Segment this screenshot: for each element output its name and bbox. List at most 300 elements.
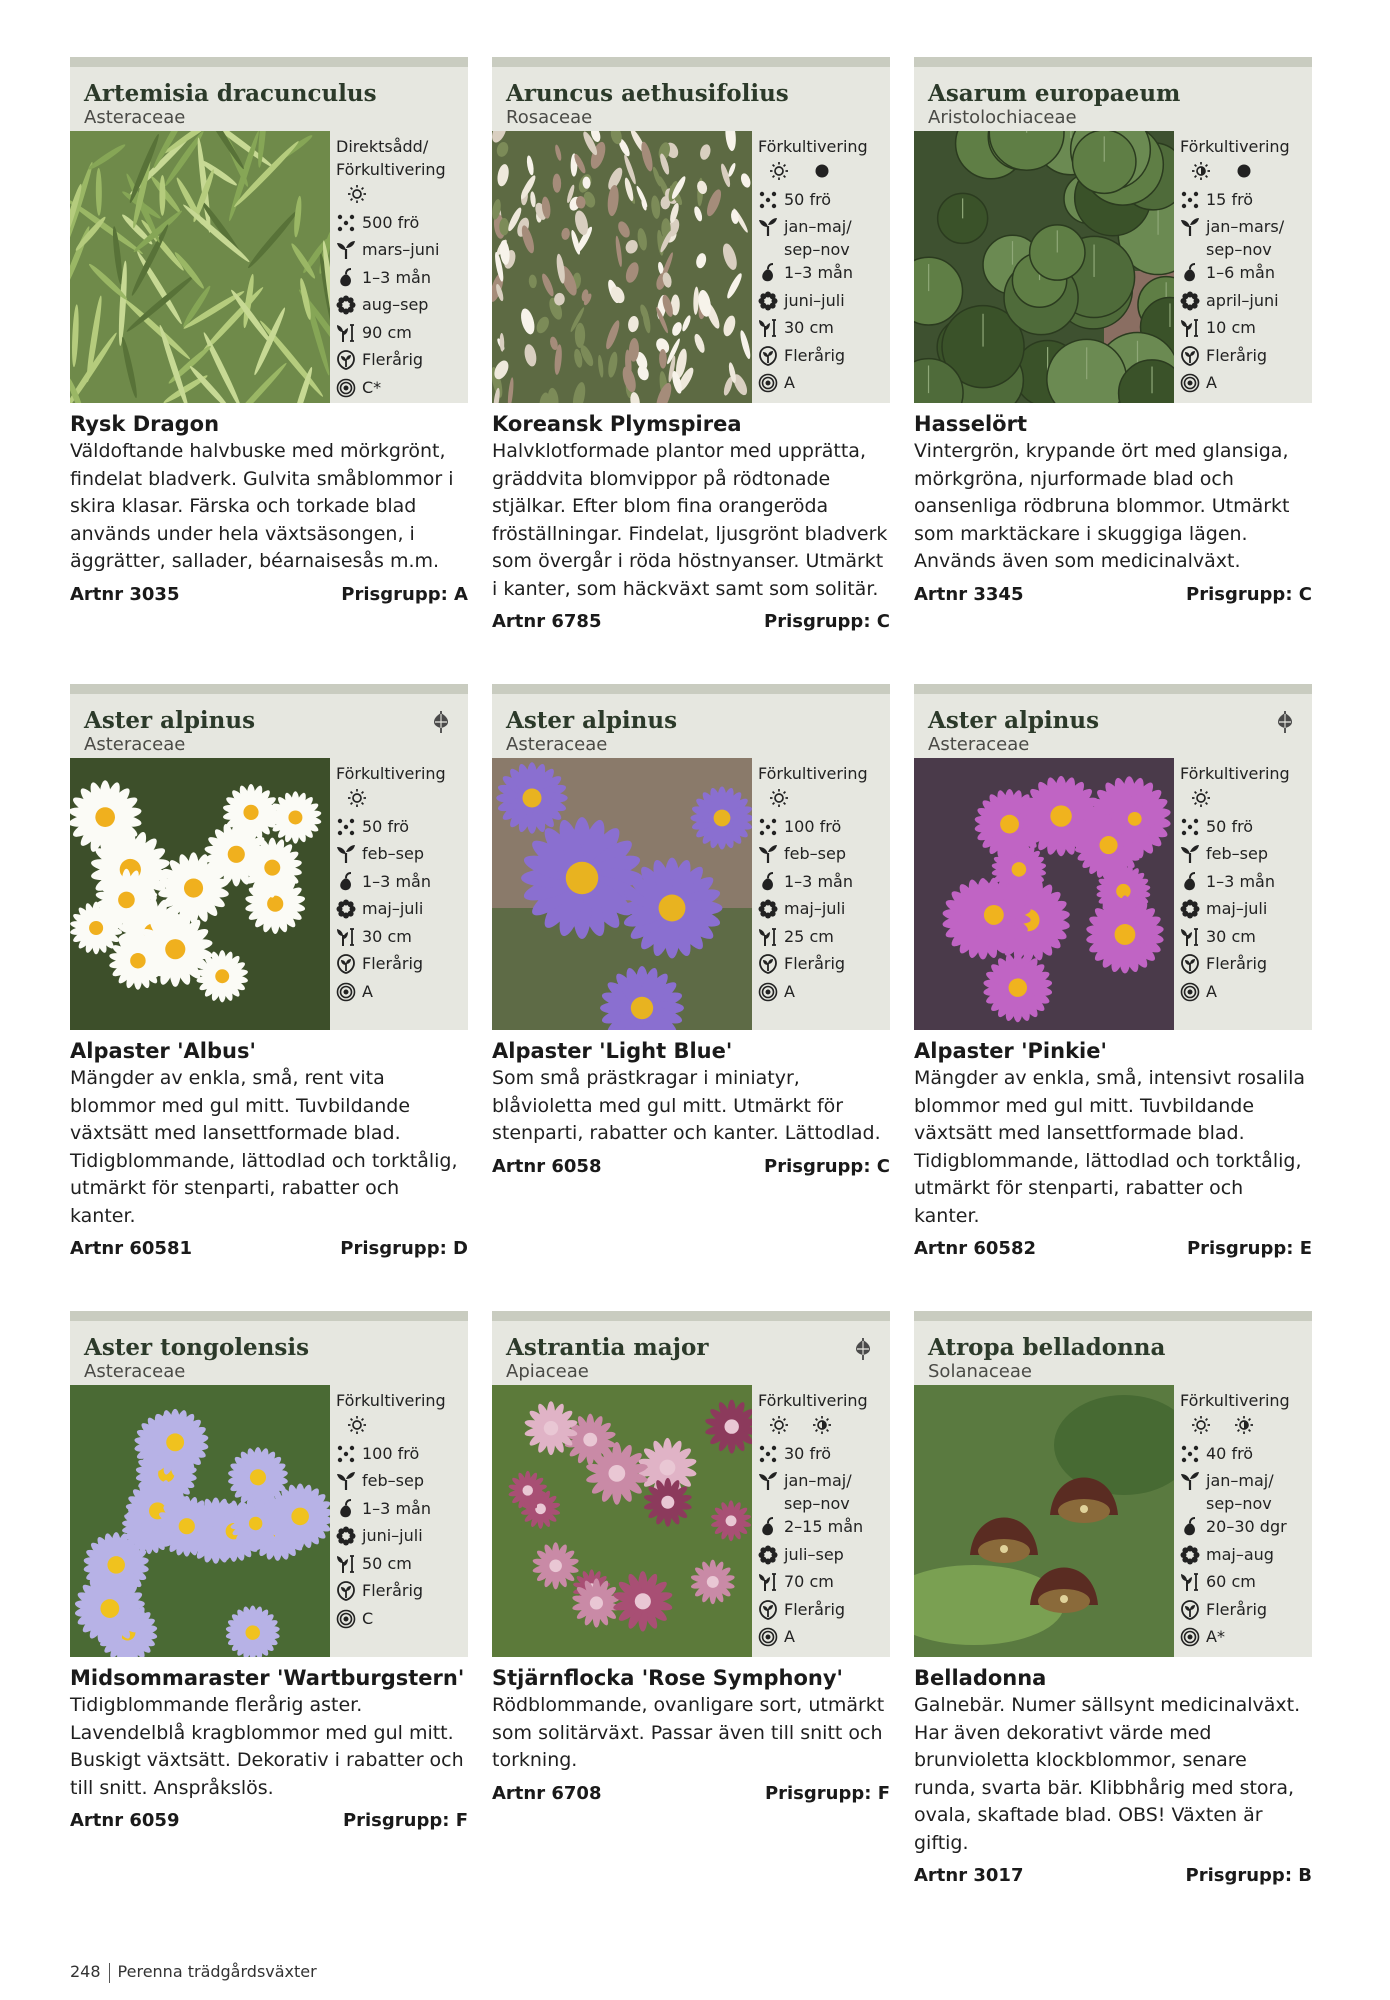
zone-icon (1180, 373, 1200, 393)
lifespan-value: Flerårig (1206, 954, 1268, 973)
plant-height-value: 10 cm (1206, 318, 1256, 337)
price-group: Prisgrupp: C (764, 611, 890, 632)
product-card (70, 684, 468, 1259)
cultivation-method: Förkultivering (1180, 764, 1290, 783)
latin-name: Aster tongolensis (84, 1334, 310, 1361)
germination-time-value: 1–3 mån (362, 1498, 431, 1518)
bloom-time (758, 897, 890, 925)
germination-time-value: 1–3 mån (784, 263, 853, 282)
seed-count-value: 15 frö (1206, 189, 1254, 209)
product-card (914, 57, 1312, 605)
plant-height-value: 30 cm (1206, 926, 1256, 946)
hardiness-zone (758, 371, 890, 399)
germination-icon (1180, 263, 1200, 283)
plant-height-value: 25 cm (784, 926, 834, 946)
plant-photo (70, 1385, 330, 1657)
lifespan (758, 1598, 890, 1626)
perennial-icon (758, 1600, 778, 1620)
flower-icon (336, 295, 356, 315)
zone-icon (336, 982, 356, 1002)
sowing-time (758, 842, 890, 870)
bee-plant-icon (1274, 710, 1296, 734)
bloom-time (758, 1543, 890, 1571)
plant-height-value: 30 cm (362, 926, 412, 946)
hardiness-zone (758, 980, 890, 1008)
hardiness-zone-value: A* (1206, 1627, 1225, 1646)
zone-icon (758, 1627, 778, 1647)
card-header (70, 1311, 468, 1385)
sowing-time (1180, 1469, 1312, 1515)
description: Mängder av enkla, små, intensivt rosalila blommor med gul mitt. Tuvbildande växtsätt med lansettformade blad. Tidigblommande, lättodlad och torktålig, utmärkt för stenparti, rabatter och kanter. (914, 1067, 1305, 1227)
bloom-time-value: maj–juli (1206, 899, 1268, 918)
germination-time (336, 870, 468, 898)
seeds-icon (758, 1444, 778, 1464)
sowing-icon (1180, 217, 1200, 237)
bloom-time-value: aug–sep (362, 295, 429, 314)
latin-name: Astrantia major (506, 1334, 709, 1361)
product-card (70, 57, 468, 605)
sowing-time-value: jan–maj/ sep–nov (1206, 1471, 1274, 1513)
seeds-icon (1180, 1444, 1200, 1464)
price-group: Prisgrupp: F (342, 1810, 468, 1831)
plant-family: Asteraceae (84, 1361, 186, 1382)
height-icon (336, 1554, 356, 1574)
lifespan-value: Flerårig (362, 350, 424, 369)
germination-icon (758, 1517, 778, 1537)
hardiness-zone-value: A (784, 373, 795, 392)
germination-time-value: 1–3 mån (784, 871, 853, 891)
description: Väldoftande halvbuske med mörkgrönt, findelat bladverk. Gulvita småblommor i skira klasar. Färska och torkade blad används under hela växtsäsongen, i äggrätter, sallader, béarnaisesås m.m. (70, 440, 454, 572)
seeds-icon (336, 1444, 356, 1464)
price-group: Prisgrupp: E (1186, 1238, 1312, 1259)
plant-height-value: 70 cm (784, 1572, 834, 1591)
lifespan (1180, 952, 1312, 980)
seeds-icon (758, 190, 778, 210)
light-requirement (758, 1414, 890, 1442)
seeds-icon (336, 213, 356, 233)
section-title: Perenna trädgårdsväxter (117, 1962, 317, 1981)
card-header (492, 57, 890, 131)
cultivation-method: Förkultivering (336, 1391, 446, 1410)
germination-icon (336, 268, 356, 288)
plant-height (758, 316, 890, 344)
card-footer (70, 1238, 468, 1259)
seeds-icon (1180, 817, 1200, 837)
plant-height-value: 50 cm (362, 1553, 412, 1573)
card-footer (914, 1865, 1312, 1886)
seeds-icon (1180, 190, 1200, 210)
sowing-time-value: feb–sep (362, 1471, 424, 1490)
sowing-icon (336, 844, 356, 864)
height-icon (758, 1572, 778, 1592)
price-group: Prisgrupp: A (341, 583, 468, 605)
latin-name: Aster alpinus (928, 707, 1100, 734)
cultivation-method: Förkultivering (1180, 1391, 1290, 1410)
card-header (492, 684, 890, 758)
zone-icon (336, 1609, 356, 1629)
sun-icon (336, 184, 378, 210)
plant-photo (70, 131, 330, 403)
germination-time (1180, 870, 1312, 898)
lifespan-value: Flerårig (784, 345, 846, 365)
card-header (914, 1311, 1312, 1385)
light-requirement (758, 160, 890, 188)
sowing-time-value: feb–sep (1206, 844, 1268, 863)
flower-icon (1180, 899, 1200, 919)
seed-count (758, 188, 890, 216)
card-body (70, 1385, 468, 1657)
seed-count-value: 50 frö (784, 189, 832, 209)
zone-icon (758, 982, 778, 1002)
bloom-time-value: maj–juli (362, 899, 424, 918)
bloom-time-value: juni–juli (784, 290, 845, 310)
seeds-icon (758, 817, 778, 837)
article-number: Artnr 3035 (70, 583, 180, 605)
germination-icon (758, 263, 778, 283)
plant-photo (914, 131, 1174, 403)
sowing-time-value: feb–sep (362, 844, 424, 863)
sowing-icon (336, 240, 356, 260)
flower-icon (336, 899, 356, 919)
zone-icon (1180, 982, 1200, 1002)
product-card (492, 684, 890, 1177)
lifespan-value: Flerårig (1206, 345, 1268, 365)
sowing-time-value: mars–juni (362, 240, 440, 259)
seed-count-value: 40 frö (1206, 1443, 1254, 1463)
price-group: Prisgrupp: B (1185, 1865, 1312, 1886)
plant-family: Asteraceae (928, 734, 1030, 755)
product-card (492, 1311, 890, 1804)
price-group: Prisgrupp: C (1186, 583, 1312, 605)
flower-icon (758, 291, 778, 311)
card-body (914, 1385, 1312, 1657)
germination-icon (1180, 1517, 1200, 1537)
perennial-icon (758, 346, 778, 366)
hardiness-zone-value: C* (362, 377, 382, 397)
article-number: Artnr 6708 (492, 1782, 602, 1804)
card-header (914, 684, 1312, 758)
sowing-icon (1180, 844, 1200, 864)
plant-photo (914, 758, 1174, 1030)
plant-height-value: 90 cm (362, 322, 412, 342)
seed-count-value: 500 frö (362, 212, 420, 232)
sowing-icon (336, 1471, 356, 1491)
hardiness-zone-value: A (1206, 981, 1217, 1001)
spec-list (330, 1385, 468, 1657)
light-requirement (336, 787, 468, 815)
germination-time-value: 1–6 mån (1206, 263, 1275, 282)
sowing-icon (1180, 1471, 1200, 1491)
description: Som små prästkragar i miniatyr, blåvioletta med gul mitt. Utmärkt för stenparti, rabatter och kanter. Lättodlad. (492, 1067, 881, 1144)
sowing-time-value: jan–maj/ sep–nov (784, 217, 852, 259)
germination-time (336, 1497, 468, 1525)
price-group: Prisgrupp: F (764, 1782, 890, 1804)
seed-count (1180, 1442, 1312, 1470)
sun-icon (336, 1415, 378, 1441)
bee-plant-icon (430, 710, 452, 734)
hardiness-zone-value: A (784, 1627, 795, 1646)
germination-time (758, 870, 890, 898)
zone-icon (1180, 1627, 1200, 1647)
description: Mängder av enkla, små, rent vita blommor med gul mitt. Tuvbildande växtsätt med lansettformade blad. Tidigblommande, lättodlad och torktålig, utmärkt för stenparti, rabatter och kanter. (70, 1067, 458, 1227)
latin-name: Artemisia dracunculus (84, 80, 377, 107)
germination-icon (758, 872, 778, 892)
swedish-name: Alpaster 'Albus' (70, 1039, 256, 1063)
page-number: 248 (70, 1962, 101, 1981)
germination-icon (1180, 872, 1200, 892)
light-requirement (758, 787, 890, 815)
seed-count (1180, 188, 1312, 216)
card-body (914, 131, 1312, 403)
sowing-time (336, 1469, 468, 1497)
germination-icon (336, 872, 356, 892)
plant-family: Asteraceae (84, 107, 186, 128)
article-number: Artnr 6058 (492, 1155, 602, 1177)
germination-time-value: 1–3 mån (1206, 871, 1275, 891)
lifespan (1180, 344, 1312, 372)
article-number: Artnr 6059 (70, 1810, 180, 1831)
plant-family: Rosaceae (506, 107, 593, 128)
height-icon (1180, 318, 1200, 338)
plant-family: Asteraceae (506, 734, 608, 755)
hardiness-zone (1180, 371, 1312, 399)
card-header (492, 1311, 890, 1385)
swedish-name: Koreansk Plymspirea (492, 412, 742, 436)
flower-icon (1180, 291, 1200, 311)
card-header (70, 57, 468, 131)
card-footer (492, 1783, 890, 1804)
card-footer (492, 611, 890, 632)
plant-photo (492, 131, 752, 403)
plant-height (1180, 925, 1312, 953)
bloom-time (336, 897, 468, 925)
cultivation-method: Direktsådd/ Förkultivering (336, 137, 446, 179)
cultivation-method: Förkultivering (758, 137, 868, 156)
halfsun-icon (801, 1415, 843, 1441)
card-footer (70, 584, 468, 605)
spec-list (330, 758, 468, 1030)
card-body (492, 1385, 890, 1657)
zone-icon (336, 378, 356, 398)
shade-icon (1223, 161, 1265, 187)
sowing-icon (758, 1471, 778, 1491)
seed-count-value: 50 frö (362, 816, 410, 836)
hardiness-zone (336, 376, 468, 404)
latin-name: Aster alpinus (84, 707, 256, 734)
article-number: Artnr 60581 (70, 1238, 192, 1259)
height-icon (1180, 1572, 1200, 1592)
cultivation-method: Förkultivering (336, 764, 446, 783)
plant-family: Asteraceae (84, 734, 186, 755)
sun-icon (336, 788, 378, 814)
plant-height (1180, 1570, 1312, 1598)
light-requirement (336, 183, 468, 211)
light-requirement (1180, 160, 1312, 188)
height-icon (758, 927, 778, 947)
sun-icon (758, 1415, 800, 1441)
plant-photo (492, 1385, 752, 1657)
plant-family: Solanaceae (928, 1361, 1032, 1382)
card-footer (70, 1810, 468, 1831)
lifespan-value: Flerårig (362, 954, 424, 973)
bloom-time (1180, 289, 1312, 317)
perennial-icon (758, 954, 778, 974)
light-requirement (336, 1414, 468, 1442)
height-icon (336, 323, 356, 343)
swedish-name: Hasselört (914, 412, 1028, 436)
lifespan (758, 344, 890, 372)
sowing-time-value: jan–mars/ sep–nov (1206, 217, 1285, 259)
bloom-time-value: maj–juli (784, 899, 846, 918)
spec-list (1174, 758, 1312, 1030)
bloom-time-value: maj–aug (1206, 1544, 1274, 1564)
card-header (70, 684, 468, 758)
swedish-name: Rysk Dragon (70, 412, 220, 436)
seed-count (758, 815, 890, 843)
plant-photo (492, 758, 752, 1030)
height-icon (1180, 927, 1200, 947)
plant-height-value: 30 cm (784, 318, 834, 337)
card-footer (914, 1238, 1312, 1259)
perennial-icon (336, 350, 356, 370)
bloom-time (1180, 1543, 1312, 1571)
sun-icon (1180, 788, 1222, 814)
lifespan-value: Flerårig (784, 1599, 846, 1619)
light-requirement (1180, 1414, 1312, 1442)
perennial-icon (336, 1581, 356, 1601)
bee-plant-icon (852, 1337, 874, 1361)
germination-time-value: 20–30 dgr (1206, 1517, 1287, 1536)
card-body (70, 758, 468, 1030)
seed-count (758, 1442, 890, 1470)
bloom-time-value: juli–sep (784, 1544, 844, 1564)
seeds-icon (336, 817, 356, 837)
description: Vintergrön, krypande ört med glansiga, mörkgröna, njurformade blad och oansenliga rödbruna blommor. Utmärkt som marktäckare i skuggiga lägen. Används även som medicinalväxt. (914, 440, 1290, 572)
card-body (914, 758, 1312, 1030)
swedish-name: Belladonna (914, 1666, 1047, 1690)
perennial-icon (336, 954, 356, 974)
plant-height (336, 1552, 468, 1580)
article-number: Artnr 3017 (914, 1865, 1024, 1886)
bloom-time (758, 289, 890, 317)
spec-list (1174, 1385, 1312, 1657)
description: Rödblommande, ovanligare sort, utmärkt som solitärväxt. Passar även till snitt och torkning. (492, 1694, 885, 1771)
sun-icon (758, 161, 800, 187)
lifespan-value: Flerårig (784, 954, 846, 973)
sun-icon (1180, 1415, 1222, 1441)
germination-time (758, 1515, 890, 1543)
germination-icon (336, 1499, 356, 1519)
perennial-icon (1180, 346, 1200, 366)
halfsun-icon (1223, 1415, 1265, 1441)
latin-name: Aster alpinus (506, 707, 678, 734)
lifespan (336, 348, 468, 376)
flower-icon (336, 1526, 356, 1546)
footer-divider (109, 1963, 110, 1983)
hardiness-zone-value: A (362, 981, 373, 1001)
spec-list (752, 758, 890, 1030)
sowing-time (1180, 215, 1312, 261)
card-body (492, 758, 890, 1030)
article-number: Artnr 3345 (914, 583, 1024, 605)
spec-list (752, 131, 890, 403)
sowing-icon (758, 844, 778, 864)
germination-time-value: 2–15 mån (784, 1517, 864, 1536)
lifespan-value: Flerårig (362, 1581, 424, 1600)
bloom-time (1180, 897, 1312, 925)
halfsun-icon (1180, 161, 1222, 187)
cultivation-method: Förkultivering (1180, 137, 1290, 156)
hardiness-zone (758, 1625, 890, 1653)
plant-photo (914, 1385, 1174, 1657)
description: Galnebär. Numer sällsynt medicinalväxt. Har även dekorativt värde med brunvioletta klockblommor, senare runda, svarta bär. Klibbhårig med stora, ovala, skaftade blad. OBS! Växten är giftig. (914, 1694, 1301, 1854)
plant-height (758, 1570, 890, 1598)
hardiness-zone (1180, 980, 1312, 1008)
hardiness-zone (1180, 1625, 1312, 1653)
price-group: Prisgrupp: C (764, 1155, 890, 1177)
germination-time-value: 1–3 mån (362, 871, 431, 891)
description: Tidigblommande flerårig aster. Lavendelblå kragblommor med gul mitt. Buskigt växtsätt. Dekorativ i rabatter och till snitt. Anspråkslös. (70, 1694, 464, 1799)
lifespan (1180, 1598, 1312, 1626)
germination-time (758, 261, 890, 289)
flower-icon (758, 1545, 778, 1565)
lifespan (758, 952, 890, 980)
sowing-time-value: feb–sep (784, 844, 846, 863)
plant-family: Aristolochiaceae (928, 107, 1077, 128)
zone-icon (758, 373, 778, 393)
cultivation-method: Förkultivering (758, 1391, 868, 1410)
product-card (914, 1311, 1312, 1886)
hardiness-zone (336, 1607, 468, 1635)
germination-time-value: 1–3 mån (362, 267, 431, 287)
hardiness-zone-value: C (362, 1608, 374, 1628)
shade-icon (801, 161, 843, 187)
plant-family: Apiaceae (506, 1361, 589, 1382)
seed-count-value: 50 frö (1206, 816, 1254, 836)
hardiness-zone-value: A (784, 981, 795, 1001)
perennial-icon (1180, 1600, 1200, 1620)
seed-count (336, 1442, 468, 1470)
seed-count-value: 100 frö (362, 1443, 420, 1463)
cultivation-method: Förkultivering (758, 764, 868, 783)
sowing-time (1180, 842, 1312, 870)
seed-count (336, 815, 468, 843)
latin-name: Asarum europaeum (928, 80, 1181, 107)
sowing-time (336, 842, 468, 870)
bloom-time (336, 1524, 468, 1552)
hardiness-zone (336, 980, 468, 1008)
product-card (914, 684, 1312, 1259)
article-number: Artnr 6785 (492, 611, 602, 632)
page-footer (70, 1962, 317, 1983)
swedish-name: Alpaster 'Pinkie' (914, 1039, 1107, 1063)
hardiness-zone-value: A (1206, 373, 1217, 392)
spec-list (330, 131, 468, 403)
sowing-time (758, 1469, 890, 1515)
bloom-time-value: juni–juli (362, 1526, 423, 1545)
seed-count-value: 100 frö (784, 816, 842, 836)
germination-time (1180, 261, 1312, 289)
seed-count (336, 211, 468, 239)
swedish-name: Midsommaraster 'Wartburgstern' (70, 1666, 465, 1690)
lifespan (336, 952, 468, 980)
latin-name: Aruncus aethusifolius (506, 80, 789, 107)
plant-height (1180, 316, 1312, 344)
light-requirement (1180, 787, 1312, 815)
swedish-name: Alpaster 'Light Blue' (492, 1039, 733, 1063)
flower-icon (1180, 1545, 1200, 1565)
plant-height (336, 321, 468, 349)
